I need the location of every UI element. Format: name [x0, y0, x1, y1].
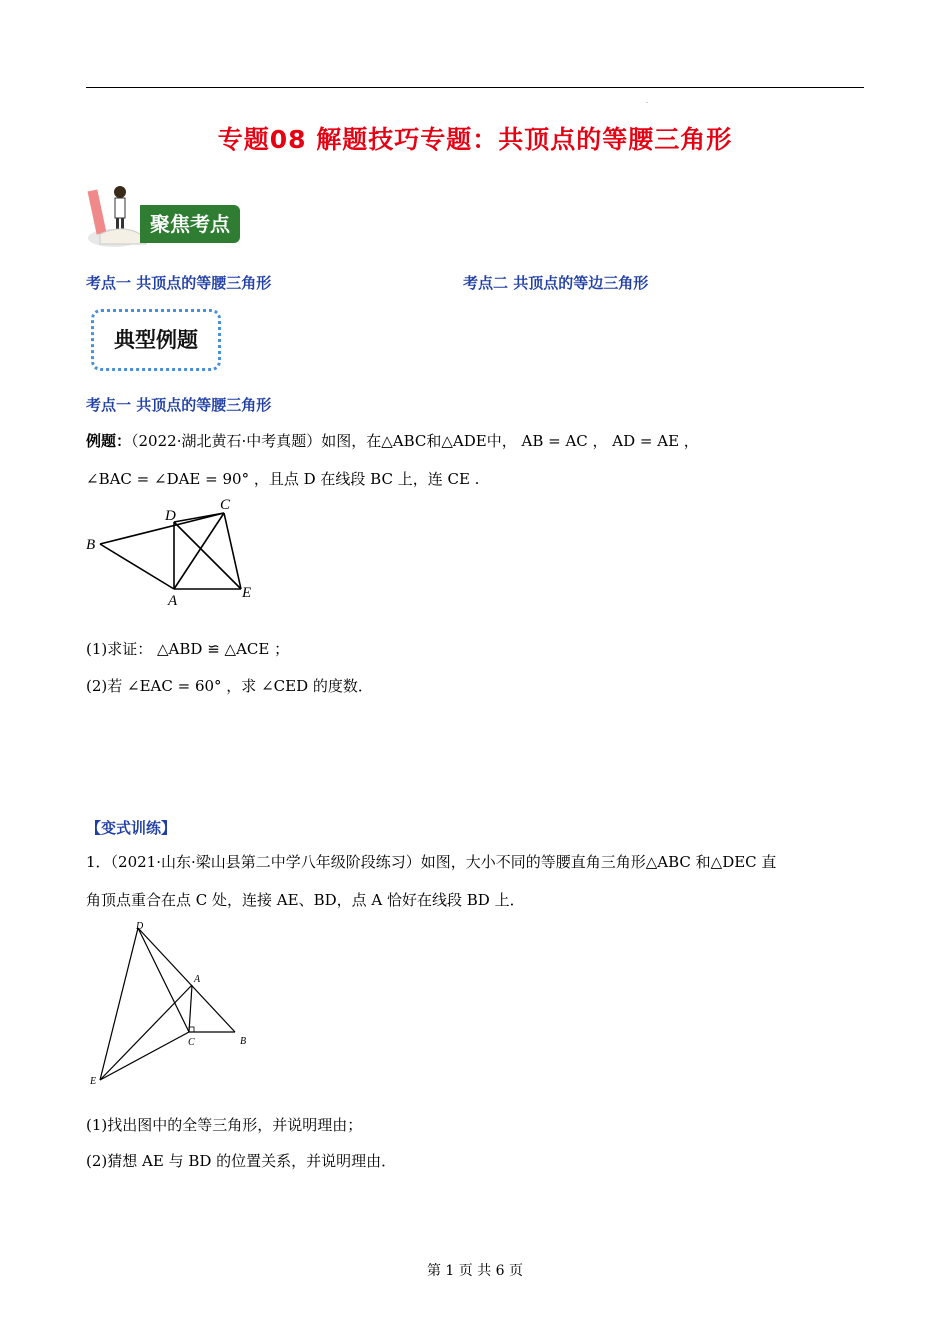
variant-question-1: (1)找出图中的全等三角形，并说明理由； — [86, 1116, 363, 1134]
example-question-2: (2)若 ∠EAC = 60° ，求 ∠CED 的度数． — [86, 677, 373, 695]
example-text-1: （2022·湖北黄石·中考真题）如图，在△ABC和△ADE中， AB = AC ， AD = AE ， — [131, 432, 699, 450]
example-label: 例题： — [86, 432, 132, 450]
v-label-A: A — [194, 974, 201, 985]
page-footer: 第 1 页 共 6 页 — [426, 1263, 524, 1279]
label-B: B — [86, 537, 96, 553]
point-two-link[interactable]: 考点二 共顶点的等边三角形 — [463, 274, 649, 292]
point-one-link[interactable]: 考点一 共顶点的等腰三角形 — [86, 274, 272, 292]
label-D: D — [165, 508, 176, 524]
v-label-B: B — [240, 1036, 247, 1047]
example-question-1: (1)求证： △ABD ≌ △ACE ； — [86, 640, 290, 658]
v-label-C: C — [188, 1037, 195, 1048]
label-C: C — [220, 497, 231, 513]
example-line-1 — [86, 430, 699, 451]
typical-example-badge: 典型例题 — [91, 309, 221, 371]
example-figure — [84, 494, 264, 610]
label-E: E — [242, 585, 252, 601]
variant-heading: 【变式训练】 — [86, 819, 177, 837]
example-line-2: ∠BAC = ∠DAE = 90° ，且点 D 在线段 BC 上，连 CE . — [86, 470, 480, 488]
page-title: 专题08 解题技巧专题：共顶点的等腰三角形 — [217, 125, 733, 154]
section-heading: 考点一 共顶点的等腰三角形 — [86, 396, 272, 414]
variant-line-2: 角顶点重合在点 C 处，连接 AE、BD，点 A 恰好在线段 BD 上． — [86, 891, 525, 909]
v-label-E: E — [90, 1076, 97, 1087]
header-dot: . — [646, 98, 648, 105]
variant-question-2: (2)猜想 AE 与 BD 的位置关系，并说明理由． — [86, 1152, 397, 1170]
label-A: A — [168, 593, 178, 609]
variant-figure — [86, 918, 256, 1088]
variant-line-1: 1．（2021·山东·梁山县第二中学八年级阶段练习）如图，大小不同的等腰直角三角形△ABC 和△DEC 直 — [86, 853, 777, 871]
header-rule — [86, 87, 864, 88]
focus-badge: 聚焦考点 — [140, 205, 240, 243]
v-label-D: D — [136, 921, 144, 932]
